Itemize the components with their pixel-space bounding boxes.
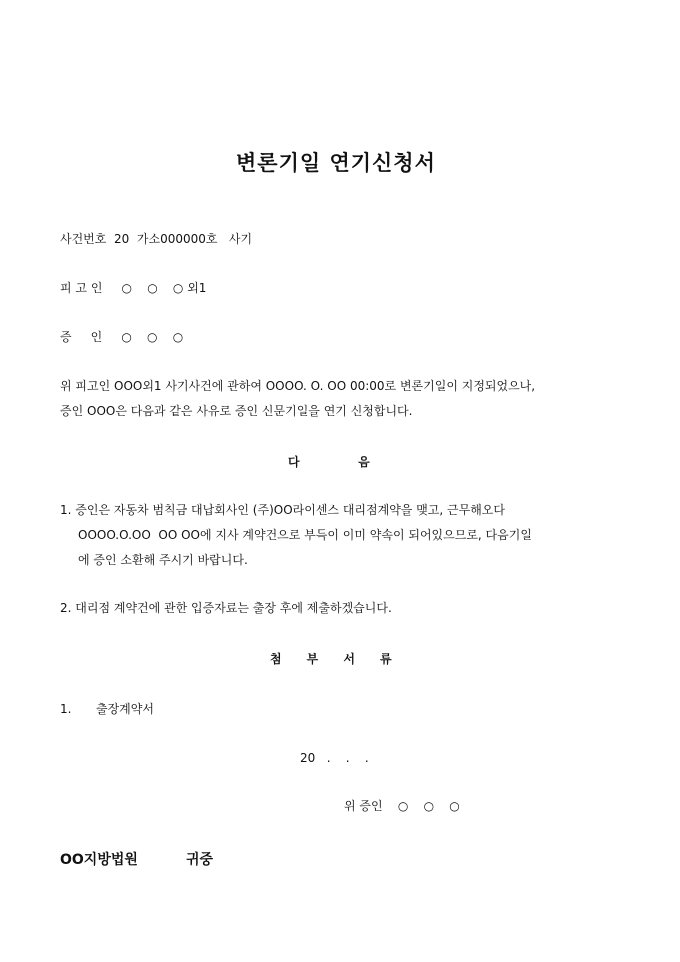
document-title: 변론기일 연기신청서 [236,151,436,175]
attachments-heading: 첨 부 서 류 [270,652,392,666]
section-heading: 다 음 [288,455,370,469]
reason-item-1-line: 1. 증인은 자동차 범칙금 대납회사인 (주)OO라이센스 대리점계약을 맺고, 근무해오다 [60,503,505,517]
court-suffix: 귀중 [186,852,214,868]
signature-line: 위 증인 ○ ○ ○ [344,799,460,813]
attachment-number: 1. [60,702,72,716]
body-text-line: 증인 OOO은 다음과 같은 사유로 증인 신문기일을 연기 신청합니다. [60,404,413,418]
reason-item-1-line: 에 증인 소환해 주시기 바랍니다. [78,553,248,567]
defendant-line: 피 고 인 ○ ○ ○ 외1 [60,281,207,295]
document-date: 20 . . . [300,751,369,765]
reason-item-2: 2. 대리점 계약건에 관한 입증자료는 출장 후에 제출하겠습니다. [60,601,392,615]
reason-item-1-line: OOOO.O.OO OO OO에 지사 계약건으로 부득이 이미 약속이 되어있으므로, 다음기일 [78,528,532,542]
witness-line: 증 인 ○ ○ ○ [60,330,184,344]
attachment-name: 출장계약서 [96,702,154,716]
case-number: 사건번호 20 가소000000호 사기 [60,232,253,246]
body-text-line: 위 피고인 OOO외1 사기사건에 관하여 OOOO. O. OO 00:00로 변론기일이 지정되었으나, [60,379,536,393]
court-name: OO지방법원 [60,852,138,868]
